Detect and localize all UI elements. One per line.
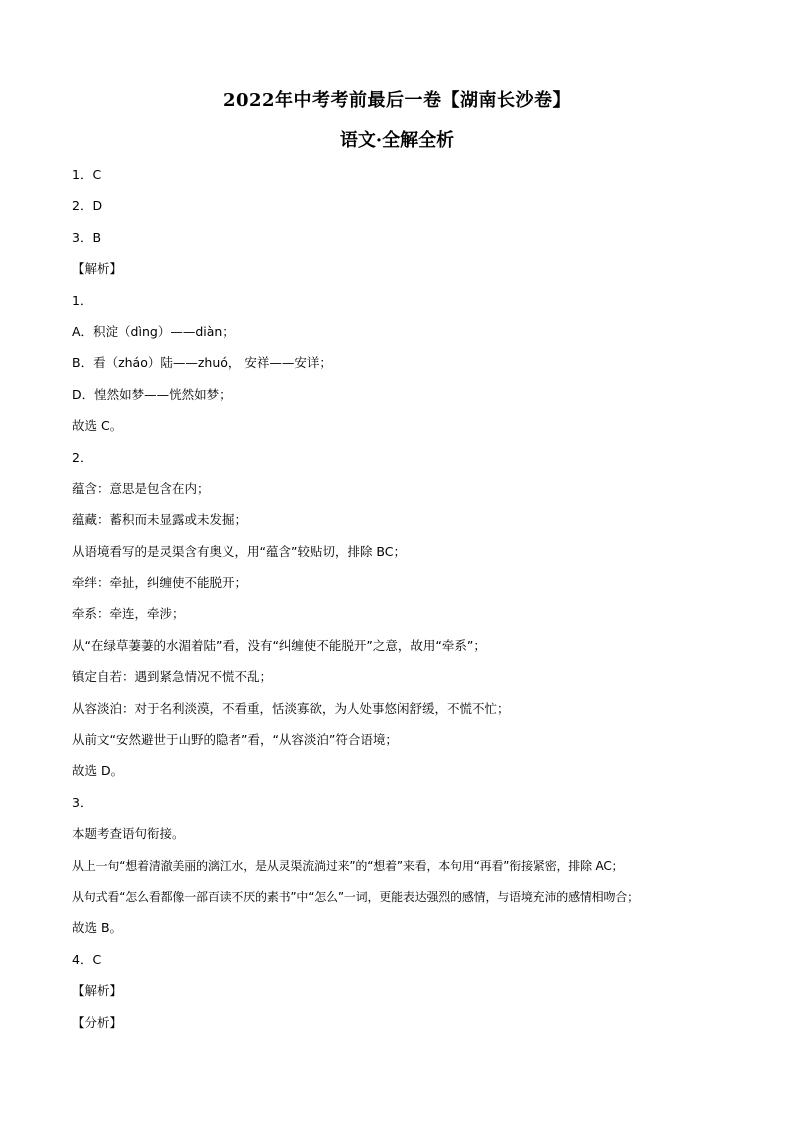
text-line: 故选 C。 [72, 418, 123, 434]
text-line: 从上一句“想着清澈美丽的漓江水，是从灵渠流淌过来”的“想着”来看，本句用“再看”衔接紧密，排除 AC； [72, 858, 624, 873]
text-line: 3．B [72, 229, 102, 245]
text-line: B．看（zháo）陆——zhuó， 安祥——安详； [72, 355, 332, 371]
text-line: 1． [72, 292, 93, 308]
text-line: 从语境看写的是灵渠含有奥义，用“蕴含”较贴切，排除 BC； [72, 543, 407, 559]
text-line: 本题考查语句衔接。 [72, 826, 185, 842]
text-line: 镇定自若：遇到紧急情况不慌不乱； [72, 669, 273, 685]
answer-explanation-text [72, 162, 732, 1041]
text-line: 牵系：牵连，牵涉； [72, 606, 185, 622]
text-line: 从“在绿草萋萋的水湄着陆”看，没有“纠缠使不能脱开”之意，故用“牵系”； [72, 637, 486, 653]
text-line: 3． [72, 794, 93, 810]
text-line: D．惶然如梦——恍然如梦； [72, 386, 232, 402]
text-line: 从句式看“怎么看都像一部百读不厌的素书”中“怎么”一词，更能表达强烈的感情，与语境充沛的感情相吻合； [72, 889, 639, 904]
text-line: 牵绊：牵扯，纠缠使不能脱开； [72, 575, 248, 591]
text-line: A．积淀（dìng）——diàn； [72, 323, 235, 339]
text-line: 从前文“安然避世于山野的隐者”看，“从容淡泊”符合语境； [72, 732, 398, 748]
text-line: 蕴含：意思是包含在内； [72, 480, 210, 496]
text-line: 蕴藏：蓄积而未显露或未发掘； [72, 512, 248, 528]
text-line: 【分析】 [72, 1014, 123, 1030]
text-line: 4．C [72, 951, 102, 967]
text-line: 2． [72, 449, 93, 465]
document-title: 2022年中考考前最后一卷【湖南长沙卷】 [222, 90, 572, 111]
text-line: 1．C [72, 167, 102, 182]
text-line: 从容淡泊：对于名利淡漠，不看重，恬淡寡欲，为人处事悠闲舒缓，不慌不忙； [72, 700, 510, 716]
text-line: 故选 D。 [72, 763, 124, 779]
text-line: 故选 B。 [72, 920, 123, 936]
document-subtitle: 语文·全解全析 [339, 130, 455, 151]
text-line: 2．D [72, 198, 103, 214]
text-line: 【解析】 [72, 983, 123, 999]
text-line: 【解析】 [72, 261, 123, 277]
